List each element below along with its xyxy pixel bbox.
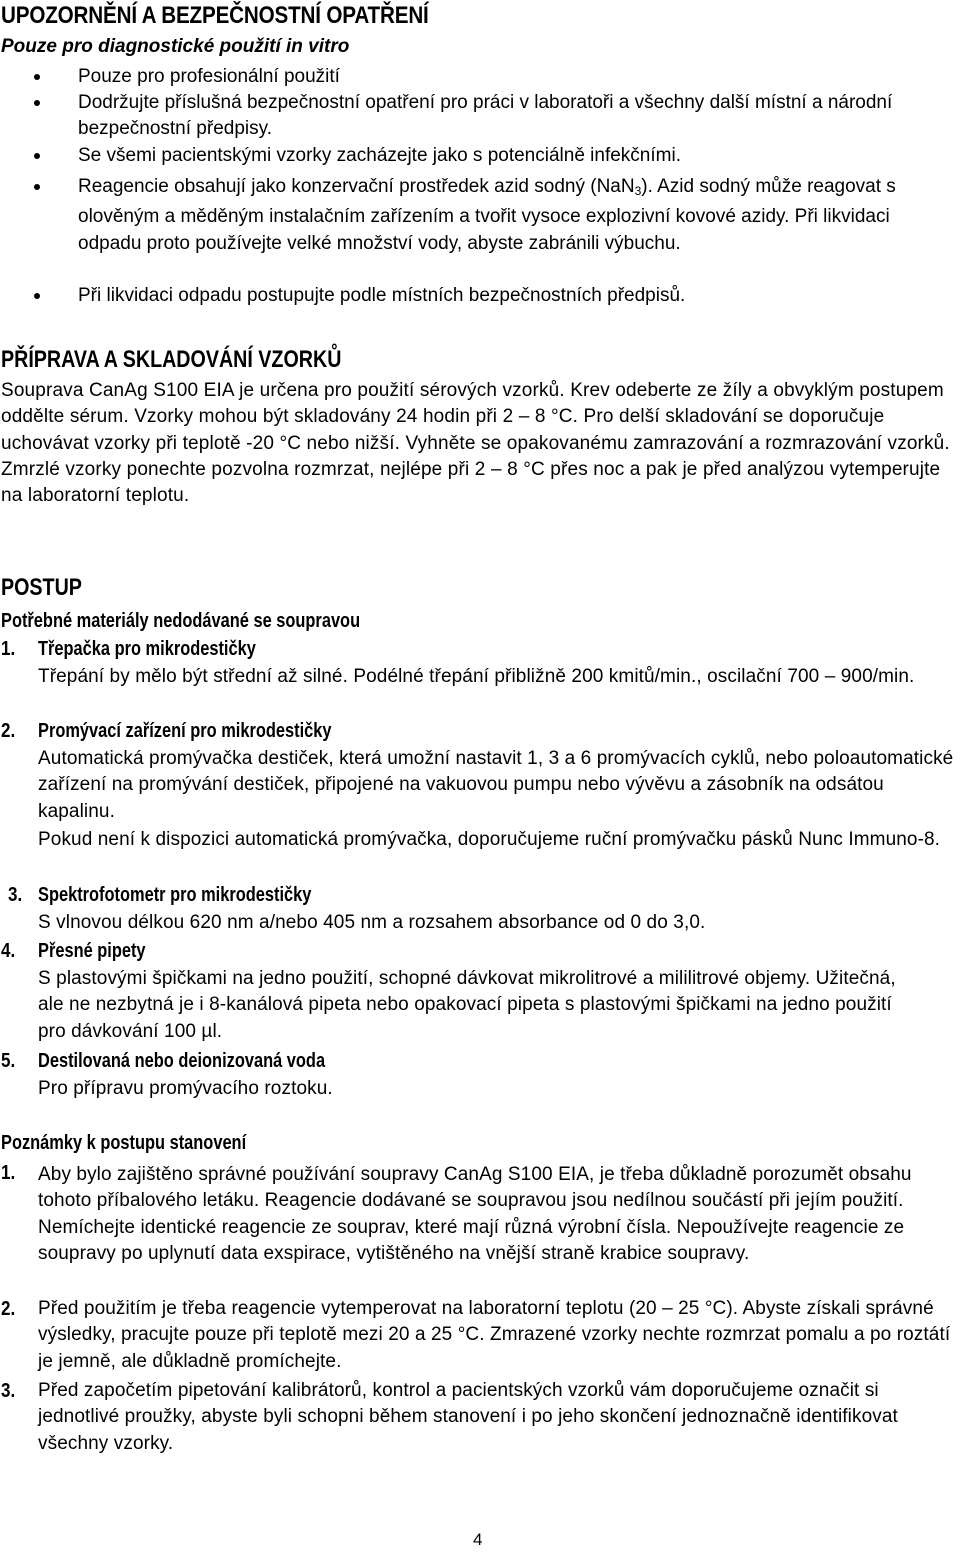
item-number: 5. bbox=[1, 1050, 16, 1072]
warnings-subtitle: Pouze pro diagnostické použití in vitro bbox=[1, 36, 350, 57]
note-number: 3. bbox=[1, 1380, 16, 1402]
item-text: S plastovými špičkami na jedno použití, schopné dávkovat mikrolitrové a mililitrové objemy. Užitečná, ale ne nezbytná je i 8-kanálová pipeta nebo opakovací pipeta s plastovými špičkami na jedno použití pro dávkování 100 µl. bbox=[38, 968, 896, 1042]
note-number: 1. bbox=[1, 1162, 16, 1184]
item-text-secondary: Pokud není k dispozici automatická promývačka, doporučujeme ruční promývačku pásků Nunc Immuno-8. bbox=[38, 829, 941, 850]
item-title: Destilovaná nebo deionizovaná voda bbox=[38, 1050, 326, 1072]
item-number: 3. bbox=[8, 884, 23, 906]
page-number: 4 bbox=[473, 1530, 483, 1549]
note-number: 2. bbox=[1, 1298, 16, 1320]
procedure-title: POSTUP bbox=[1, 574, 82, 601]
note-text: Před započetím pipetování kalibrátorů, kontrol a pacientských vzorků vám doporučujeme označit si jednotlivé proužky, abyste byli schopni během stanovení i po jeho skončení jednoznačně identifikovat všechny vzorky. bbox=[38, 1380, 898, 1454]
materials-title: Potřebné materiály nedodávané se soupravou bbox=[1, 610, 361, 632]
item-text: Třepání by mělo být střední až silné. Podélné třepání přibližně 200 kmitů/min., oscilační 700 – 900/min. bbox=[38, 666, 915, 687]
notes-title: Poznámky k postupu stanovení bbox=[1, 1132, 247, 1154]
item-text: Automatická promývačka destiček, která umožní nastavit 1, 3 a 6 promývacích cyklů, nebo poloautomatické zařízení na promývání destiček, připojené na vakuovou pumpu nebo vývěvu a zásobník na odsátou kapalinu. bbox=[38, 748, 954, 822]
samples-title: PŘÍPRAVA A SKLADOVÁNÍ VZORKŮ bbox=[1, 346, 342, 373]
item-text: Pro přípravu promývacího roztoku. bbox=[38, 1078, 333, 1099]
item-number: 1. bbox=[1, 638, 16, 660]
item-title: Třepačka pro mikrodestičky bbox=[38, 638, 256, 660]
item-title: Promývací zařízení pro mikrodestičky bbox=[38, 720, 332, 742]
item-title: Spektrofotometr pro mikrodestičky bbox=[38, 884, 312, 906]
item-number: 4. bbox=[1, 940, 16, 962]
item-title: Přesné pipety bbox=[38, 940, 146, 962]
samples-text: Souprava CanAg S100 EIA je určena pro použití sérových vzorků. Krev odeberte ze žíly a obvyklým postupem oddělte sérum. Vzorky mohou být skladovány 24 hodin při 2 – 8 °C. Pro delší skladování se doporučuje uchovávat vzorky při teplotě -20 °C nebo nižší. Vyhněte se opakovanému zamrazování a rozmrazování vzorků. Zmrzlé vzorky ponechte pozvolna rozmrzat, nejlépe při 2 – 8 °C přes noc a pak je před analýzou vytemperujte na laboratorní teplotu. bbox=[1, 380, 950, 507]
note-text: Před použitím je třeba reagencie vytemperovat na laboratorní teplotu (20 – 25 °C). Abyste získali správné výsledky, pracujte pouze při teplotě mezi 20 a 25 °C. Zmrazené vzorky nechte rozmrzat pomalu a po roztátí je jemně, ale důkladně promíchejte. bbox=[38, 1298, 951, 1372]
warnings-title: UPOZORNĚNÍ A BEZPEČNOSTNÍ OPATŘENÍ bbox=[1, 2, 429, 29]
item-text: S vlnovou délkou 620 nm a/nebo 405 nm a rozsahem absorbance od 0 do 3,0. bbox=[38, 912, 706, 933]
note-text: Aby bylo zajištěno správné používání soupravy CanAg S100 EIA, je třeba důkladně porozumět obsahu tohoto příbalového letáku. Reagencie dodávané se soupravou jsou nedílnou součástí při jejím použití. Nemíchejte identické reagencie ze souprav, které mají různá výrobní čísla. Nepoužívejte reagencie ze soupravy po uplynutí data exspirace, vytištěného na vnější straně krabice soupravy. bbox=[38, 1164, 912, 1264]
item-number: 2. bbox=[1, 720, 16, 742]
